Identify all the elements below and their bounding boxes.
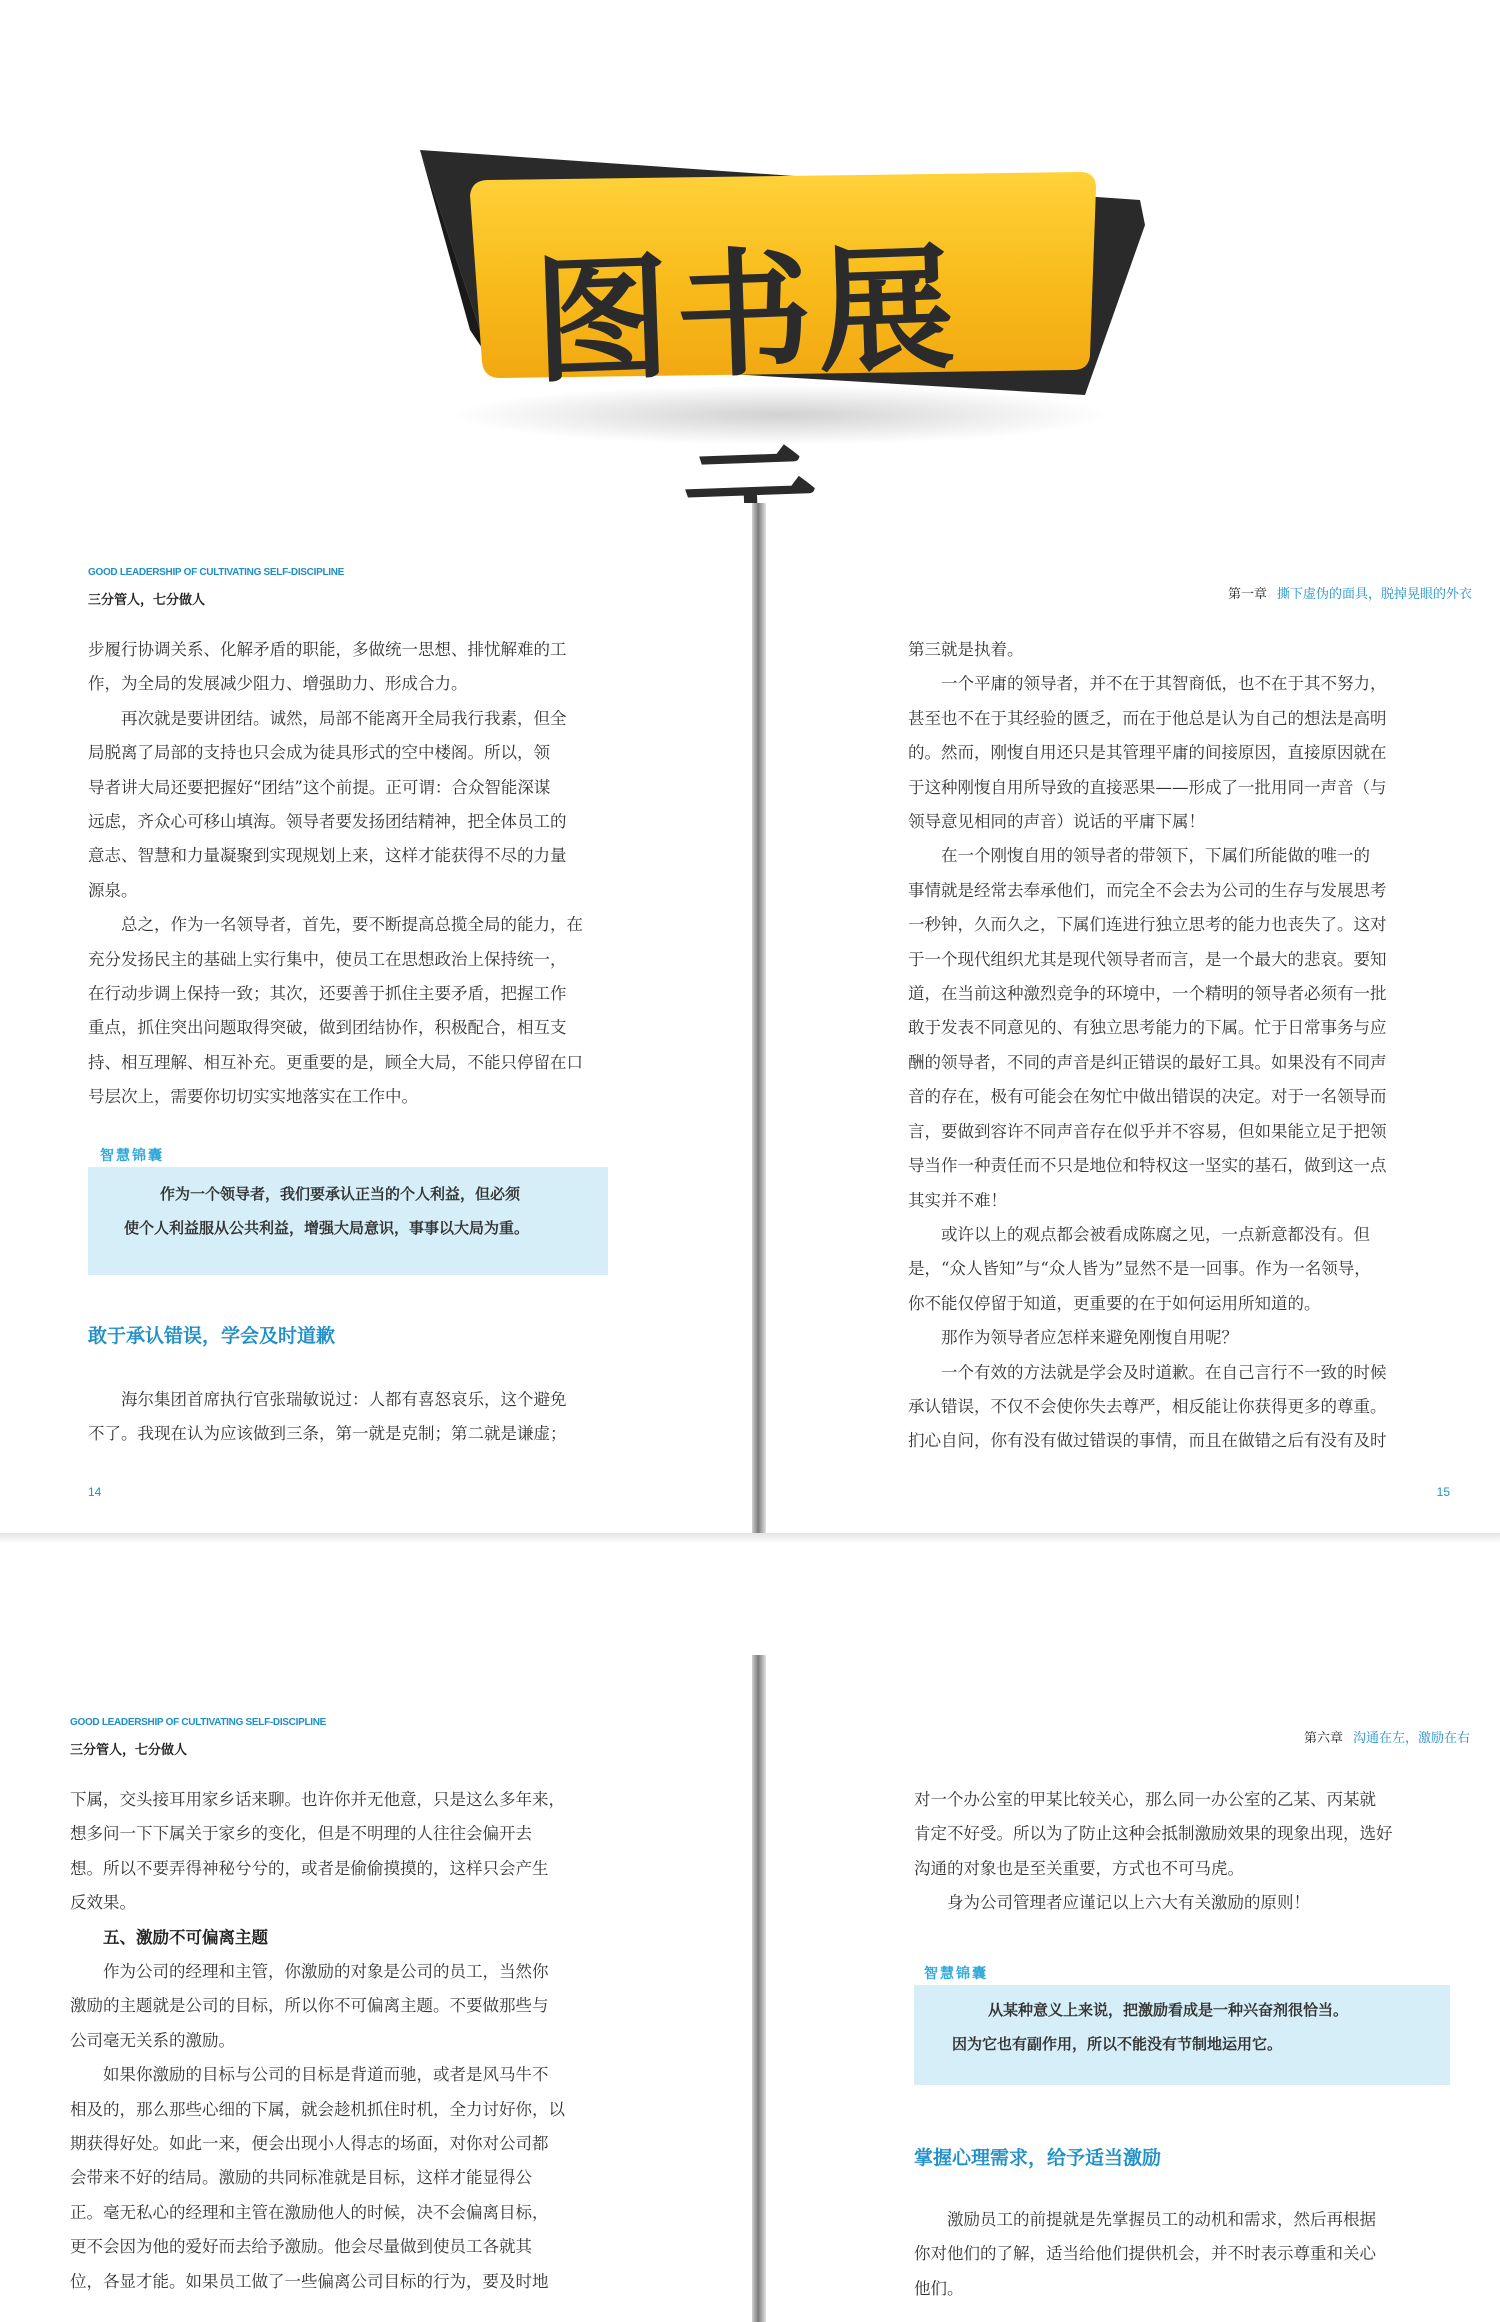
text-line: 想多问一下下属关于家乡的变化，但是不明理的人往往会偏开去 xyxy=(70,1824,532,1844)
text-line: 总之，作为一名领导者，首先，要不断提高总揽全局的能力，在 xyxy=(88,915,583,935)
wisdom-line: 因为它也有副作用，所以不能没有节制地运用它。 xyxy=(952,2035,1283,2053)
text-line: 位，各显才能。如果员工做了一些偏离公司目标的行为，要及时地 xyxy=(70,2271,549,2291)
text-line: 在一个刚愎自用的领导者的带领下，下属们所能做的唯一的 xyxy=(908,846,1370,866)
text-line: 敢于发表不同意见的、有独立思考能力的下属。忙于日常事务与应 xyxy=(908,1018,1387,1038)
wisdom-label: 智慧锦囊 xyxy=(100,1148,164,1164)
book-spread-2 xyxy=(0,1655,1500,2322)
chapter-title: 撕下虚伪的面具，脱掉晃眼的外衣 xyxy=(1276,587,1472,602)
wisdom-line: 从某种意义上来说，把激励看成是一种兴奋剂很恰当。 xyxy=(988,2001,1349,2019)
text-line: 他们。 xyxy=(914,2278,964,2298)
page-right-2-body xyxy=(914,1783,1454,1921)
text-line: 承认错误，不仅不会使你失去尊严，相反能让你获得更多的尊重。 xyxy=(908,1396,1387,1416)
text-line: 下属，交头接耳用家乡话来聊。也许你并无他意，只是这么多年来， xyxy=(70,1790,565,1809)
text-line: 远虑，齐众心可移山填海。领导者要发扬团结精神，把全体员工的 xyxy=(88,812,567,832)
text-line: 是，“众人皆知”与“众人皆为”显然不是一回事。作为一名领导， xyxy=(908,1259,1371,1279)
text-line: 你不能仅停留于知道，更重要的在于如何运用所知道的。 xyxy=(908,1293,1321,1313)
text-line: 海尔集团首席执行官张瑞敏说过：人都有喜怒哀乐，这个避免 xyxy=(88,1390,567,1409)
text-line: 其实并不难！ xyxy=(908,1190,1007,1210)
text-line: 作，为全局的发展减少阻力、增强助力、形成合力。 xyxy=(88,674,468,694)
text-line: 身为公司管理者应谨记以上六大有关激励的原则！ xyxy=(914,1893,1310,1913)
wisdom-box xyxy=(88,1167,608,1275)
page-right-2 xyxy=(766,1655,1500,2322)
page-14 xyxy=(0,503,752,1533)
section-body xyxy=(914,2203,1454,2306)
text-line: 持、相互理解、相互补充。更重要的是，顾全大局，不能只停留在口 xyxy=(88,1052,583,1072)
text-line: 会带来不好的结局。激励的共同标准就是目标，这样才能显得公 xyxy=(70,2168,532,2188)
text-line: 步履行协调关系、化解矛盾的职能，多做统一思想、排忧解难的工 xyxy=(88,640,567,659)
text-line: 甚至也不在于其经验的匮乏，而在于他总是认为自己的想法是高明 xyxy=(908,708,1387,728)
book-gutter xyxy=(752,1655,766,2322)
page-left-2-body xyxy=(70,1783,610,2299)
chapter-header xyxy=(1304,1727,1470,1746)
text-line: 反效果。 xyxy=(70,1893,136,1913)
chapter-header xyxy=(1228,583,1472,602)
text-line: 肯定不好受。所以为了防止这种会抵制激励效果的现象出现，选好 xyxy=(914,1824,1393,1844)
page-15-body xyxy=(908,633,1444,1459)
spread-shadow xyxy=(0,1533,1500,1543)
text-line: 相及的，那么那些心细的下属，就会趁机抓住时机，全力讨好你，以 xyxy=(70,2099,565,2119)
text-line: 的。然而，刚愎自用还只是其管理平庸的间接原因，直接原因就在 xyxy=(908,743,1387,763)
page-left-2 xyxy=(0,1655,752,2322)
text-line: 再次就是要讲团结。诚然，局部不能离开全局我行我素，但全 xyxy=(88,708,567,728)
text-line: 事情就是经常去奉承他们，而完全不会去为公司的生存与发展思考 xyxy=(908,880,1387,900)
text-line: 如果你激励的目标与公司的目标是背道而驰，或者是风马牛不 xyxy=(70,2065,549,2085)
page-number: 14 xyxy=(88,1485,102,1499)
page-15 xyxy=(766,503,1500,1533)
text-line: 源泉。 xyxy=(88,880,138,900)
running-header-en: GOOD LEADERSHIP OF CULTIVATING SELF-DISCIPLINE xyxy=(70,1717,327,1728)
text-line: 于这种刚愎自用所导致的直接恶果——形成了一批用同一声音（与 xyxy=(908,777,1387,797)
text-line: 或许以上的观点都会被看成陈腐之见，一点新意都没有。但 xyxy=(908,1224,1370,1244)
text-line: 在行动步调上保持一致；其次，还要善于抓住主要矛盾，把握工作 xyxy=(88,984,567,1004)
text-line: 正。毫无私心的经理和主管在激励他人的时候，决不会偏离目标， xyxy=(70,2202,549,2222)
text-line: 导者讲大局还要把握好“团结”这个前提。正可谓：合众智能深谋 xyxy=(88,777,551,797)
text-line: 第三就是执着。 xyxy=(908,640,1024,659)
text-line: 局脱离了局部的支持也只会成为徒具形式的空中楼阁。所以，领 xyxy=(88,743,550,763)
text-line: 充分发扬民主的基础上实行集中，使员工在思想政治上保持统一， xyxy=(88,949,567,969)
text-line: 意志、智慧和力量凝聚到实现规划上来，这样才能获得不尽的力量 xyxy=(88,846,567,866)
section-body xyxy=(88,1383,623,1452)
text-line: 一个有效的方法就是学会及时道歉。在自己言行不一致的时候 xyxy=(908,1362,1387,1382)
text-line: 你对他们的了解，适当给他们提供机会，并不时表示尊重和关心 xyxy=(914,2244,1376,2264)
chapter-number: 第六章 xyxy=(1303,1731,1343,1746)
book-gutter xyxy=(752,503,766,1533)
text-line: 不了。我现在认为应该做到三条，第一就是克制；第二就是谦虚； xyxy=(88,1424,567,1444)
text-line: 作为公司的经理和主管，你激励的对象是公司的员工，当然你 xyxy=(70,1962,549,1982)
page-number: 15 xyxy=(1436,1485,1450,1499)
section-title: 敢于承认错误，学会及时道歉 xyxy=(88,1325,336,1347)
text-line: 那作为领导者应怎样来避免刚愎自用呢？ xyxy=(908,1328,1238,1348)
text-line: 激励的主题就是公司的目标，所以你不可偏离主题。不要做那些与 xyxy=(70,1996,549,2016)
text-line: 号层次上，需要你切切实实地落实在工作中。 xyxy=(88,1087,418,1107)
text-line: 公司毫无关系的激励。 xyxy=(70,2030,235,2050)
text-line: 领导意见相同的声音）说话的平庸下属！ xyxy=(908,812,1205,832)
text-line: 言，要做到容许不同声音存在似乎并不容易，但如果能立足于把领 xyxy=(908,1121,1387,1141)
text-line: 重点，抓住突出问题取得突破，做到团结协作，积极配合，相互支 xyxy=(88,1018,567,1038)
text-line: 一个平庸的领导者，并不在于其智商低，也不在于其不努力， xyxy=(908,674,1387,694)
banner-title: 图书展示 xyxy=(531,229,963,403)
banner xyxy=(0,0,1500,500)
wisdom-line: 使个人利益服从公共利益，增强大局意识，事事以大局为重。 xyxy=(124,1219,530,1237)
text-line: 酬的领导者，不同的声音是纠正错误的最好工具。如果没有不同声 xyxy=(908,1052,1387,1072)
running-header-en: GOOD LEADERSHIP OF CULTIVATING SELF-DISCIPLINE xyxy=(88,567,345,578)
text-line: 想。所以不要弄得神秘兮兮的，或者是偷偷摸摸的，这样只会产生 xyxy=(70,1858,549,1878)
text-line: 扪心自问，你有没有做过错误的事情，而且在做错之后有没有及时 xyxy=(908,1431,1387,1451)
text-line: 沟通的对象也是至关重要，方式也不可马虎。 xyxy=(914,1858,1244,1878)
text-line: 道，在当前这种激烈竞争的环境中，一个精明的领导者必须有一批 xyxy=(908,984,1387,1004)
chapter-number: 第一章 xyxy=(1227,587,1267,602)
running-header-cn: 三分管人，七分做人 xyxy=(70,1743,188,1758)
text-line: 期获得好处。如此一来，便会出现小人得志的场面，对你对公司都 xyxy=(70,2134,549,2154)
text-line: 一秒钟，久而久之，下属们连进行独立思考的能力也丧失了。这对 xyxy=(908,915,1387,935)
text-line: 对一个办公室的甲某比较关心，那么同一办公室的乙某、丙某就 xyxy=(914,1790,1376,1809)
wisdom-label: 智慧锦囊 xyxy=(924,1966,988,1982)
wisdom-line: 作为一个领导者，我们要承认正当的个人利益，但必须 xyxy=(160,1185,521,1203)
text-line: 于一个现代组织尤其是现代领导者而言，是一个最大的悲哀。要知 xyxy=(908,949,1387,969)
section-title: 掌握心理需求，给予适当激励 xyxy=(914,2147,1162,2169)
text-line: 更不会因为他的爱好而去给予激励。他会尽量做到使员工各就其 xyxy=(70,2237,532,2257)
text-line: 激励员工的前提就是先掌握员工的动机和需求，然后再根据 xyxy=(914,2210,1376,2229)
chapter-title: 沟通在左，激励在右 xyxy=(1352,1731,1470,1746)
page-14-body xyxy=(88,633,623,1115)
text-line: 音的存在，极有可能会在匆忙中做出错误的决定。对于一名领导而 xyxy=(908,1087,1387,1107)
book-spread-1 xyxy=(0,503,1500,1533)
subheading: 五、激励不可偏离主题 xyxy=(70,1927,268,1947)
wisdom-box xyxy=(914,1985,1450,2085)
text-line: 导当作一种责任而不只是地位和特权这一坚实的基石，做到这一点 xyxy=(908,1156,1387,1176)
running-header-cn: 三分管人，七分做人 xyxy=(88,593,206,608)
